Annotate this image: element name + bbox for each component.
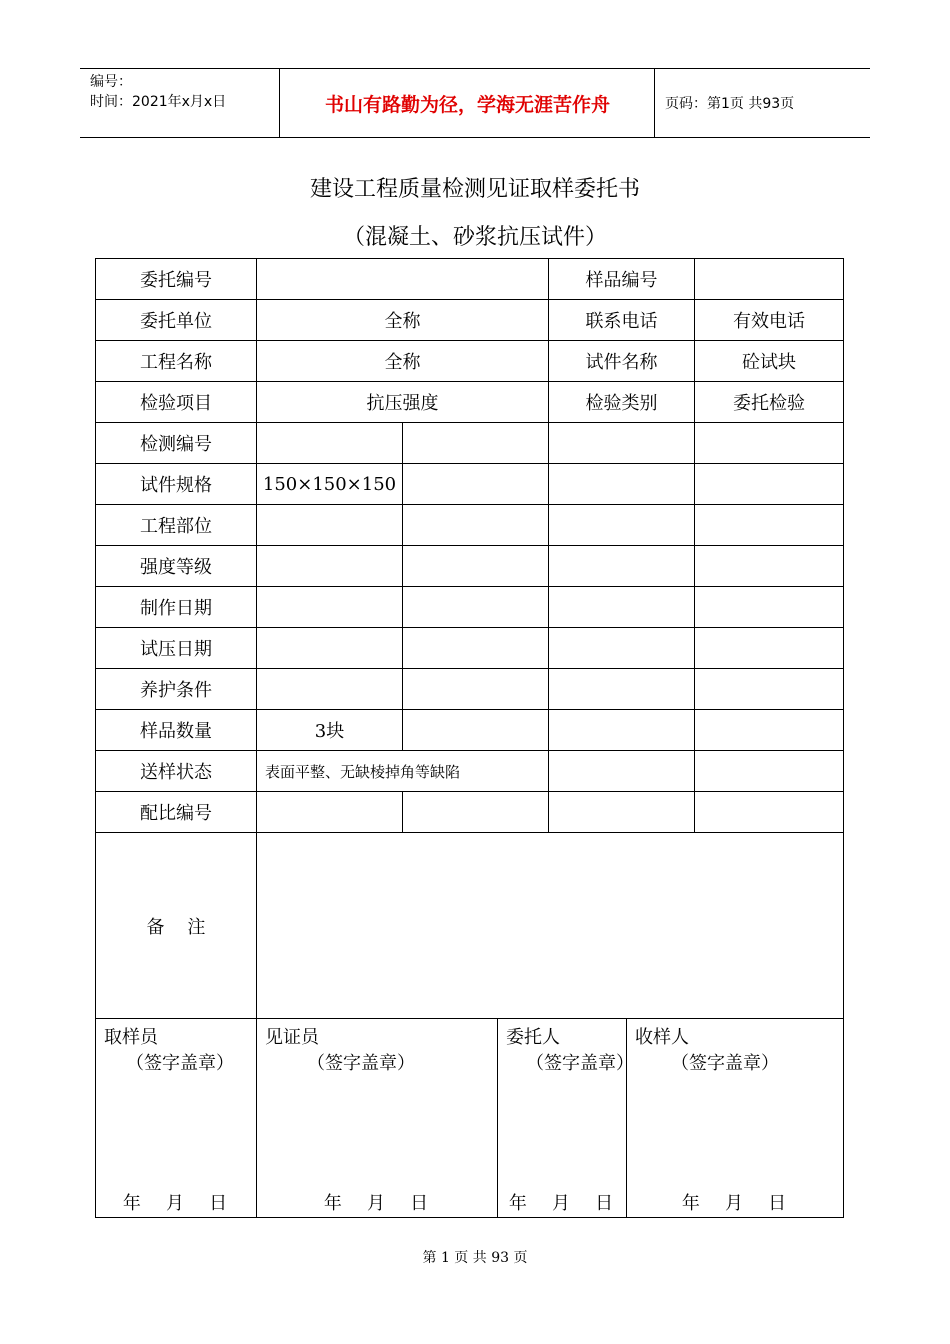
document-title: 建设工程质量检测见证取样委托书	[309, 177, 640, 202]
signature-role: 收样人	[635, 1027, 690, 1048]
field-label: 试件规格	[96, 464, 257, 505]
signature-row	[96, 1019, 844, 1218]
signature-note: （签字盖章）	[126, 1053, 234, 1074]
field-value[interactable]: 委托检验	[695, 382, 844, 423]
table-row	[96, 423, 844, 464]
table-row	[96, 628, 844, 669]
grid-cell[interactable]	[403, 587, 549, 628]
field-label: 检测编号	[96, 423, 257, 464]
header-meta	[80, 69, 280, 137]
header-motto: 书山有路勤为径，学海无涯苦作舟	[281, 69, 655, 137]
field-label: 联系电话	[549, 300, 695, 341]
document-subtitle: （混凝土、砂浆抗压试件）	[342, 225, 607, 250]
table-row	[96, 341, 844, 382]
signature-date: 年 月 日	[122, 1193, 230, 1214]
number-label: 编号：	[90, 74, 132, 90]
table-row	[96, 587, 844, 628]
table-row	[96, 792, 844, 833]
table-row	[96, 546, 844, 587]
field-label: 工程名称	[96, 341, 257, 382]
grid-cell[interactable]	[695, 423, 844, 464]
field-label: 送样状态	[96, 751, 257, 792]
grid-cell[interactable]	[549, 710, 695, 751]
signature-note: （签字盖章）	[307, 1053, 415, 1074]
field-label: 工程部位	[96, 505, 257, 546]
header-page-info: 页码：第1页 共93页	[665, 96, 795, 112]
field-value[interactable]: 全称	[257, 341, 549, 382]
grid-cell[interactable]	[403, 423, 549, 464]
table-row	[96, 710, 844, 751]
grid-cell[interactable]	[257, 628, 403, 669]
remarks-label: 备 注	[96, 833, 257, 1019]
signature-cell[interactable]	[498, 1019, 634, 1218]
signature-date: 年 月 日	[508, 1193, 616, 1214]
table-row	[96, 669, 844, 710]
grid-cell[interactable]	[549, 464, 695, 505]
table-row	[96, 259, 844, 300]
grid-cell[interactable]	[549, 505, 695, 546]
grid-cell[interactable]	[403, 710, 549, 751]
grid-cell[interactable]	[695, 751, 844, 792]
field-label: 养护条件	[96, 669, 257, 710]
grid-cell[interactable]	[257, 792, 403, 833]
remarks-row	[96, 833, 844, 1019]
remarks-field[interactable]	[257, 833, 844, 1019]
signature-note: （签字盖章）	[671, 1053, 780, 1074]
grid-cell[interactable]	[695, 628, 844, 669]
field-label: 强度等级	[96, 546, 257, 587]
grid-cell[interactable]	[549, 546, 695, 587]
field-value[interactable]	[257, 259, 549, 300]
signature-note: （签字盖章）	[526, 1053, 634, 1074]
table-row	[96, 505, 844, 546]
grid-cell[interactable]	[549, 423, 695, 464]
grid-cell[interactable]	[257, 546, 403, 587]
table-row	[96, 464, 844, 505]
signature-cell[interactable]	[257, 1019, 498, 1218]
table-row	[96, 382, 844, 423]
entrust-form-table	[95, 258, 844, 1218]
grid-cell[interactable]	[695, 792, 844, 833]
grid-cell[interactable]	[403, 792, 549, 833]
signature-date: 年 月 日	[323, 1193, 431, 1214]
grid-cell[interactable]	[549, 792, 695, 833]
grid-cell[interactable]	[403, 505, 549, 546]
field-label: 制作日期	[96, 587, 257, 628]
grid-cell[interactable]	[695, 464, 844, 505]
time-label: 时间：2021年x月x日	[90, 94, 227, 110]
grid-cell[interactable]	[549, 628, 695, 669]
grid-cell[interactable]	[403, 628, 549, 669]
field-label: 样品编号	[549, 259, 695, 300]
field-label: 试件名称	[549, 341, 695, 382]
field-label: 样品数量	[96, 710, 257, 751]
grid-cell[interactable]	[695, 546, 844, 587]
grid-cell[interactable]	[695, 710, 844, 751]
grid-cell[interactable]	[403, 669, 549, 710]
signature-date: 年 月 日	[681, 1193, 789, 1214]
field-value[interactable]: 抗压强度	[257, 382, 549, 423]
field-label: 检验类别	[549, 382, 695, 423]
grid-cell[interactable]	[695, 669, 844, 710]
grid-cell[interactable]	[695, 587, 844, 628]
signature-role: 取样员	[104, 1027, 158, 1048]
page-footer: 第 1 页 共 93 页	[422, 1250, 528, 1266]
send-state-value[interactable]: 表面平整、无缺棱掉角等缺陷	[257, 751, 549, 792]
field-label: 委托编号	[96, 259, 257, 300]
grid-cell[interactable]	[257, 669, 403, 710]
field-label: 委托单位	[96, 300, 257, 341]
grid-cell[interactable]	[257, 505, 403, 546]
signature-role: 见证员	[265, 1027, 319, 1048]
grid-cell[interactable]	[549, 751, 695, 792]
field-value[interactable]: 全称	[257, 300, 549, 341]
signature-cell[interactable]	[96, 1019, 257, 1218]
grid-cell[interactable]: 150×150×150	[257, 464, 403, 505]
grid-cell[interactable]	[549, 669, 695, 710]
field-value[interactable]	[695, 259, 844, 300]
table-row	[96, 751, 844, 792]
table-row	[96, 300, 844, 341]
field-label: 配比编号	[96, 792, 257, 833]
field-label: 检验项目	[96, 382, 257, 423]
field-value[interactable]: 砼试块	[695, 341, 844, 382]
grid-cell[interactable]	[549, 587, 695, 628]
page-header	[80, 68, 870, 138]
signature-role: 委托人	[506, 1027, 560, 1048]
grid-cell[interactable]	[403, 546, 549, 587]
field-value[interactable]: 有效电话	[695, 300, 844, 341]
grid-cell[interactable]	[257, 587, 403, 628]
field-label: 试压日期	[96, 628, 257, 669]
grid-cell[interactable]	[257, 423, 403, 464]
grid-cell[interactable]	[695, 505, 844, 546]
grid-cell[interactable]	[403, 464, 549, 505]
signature-cell[interactable]	[627, 1019, 844, 1218]
grid-cell[interactable]: 3块	[257, 710, 403, 751]
